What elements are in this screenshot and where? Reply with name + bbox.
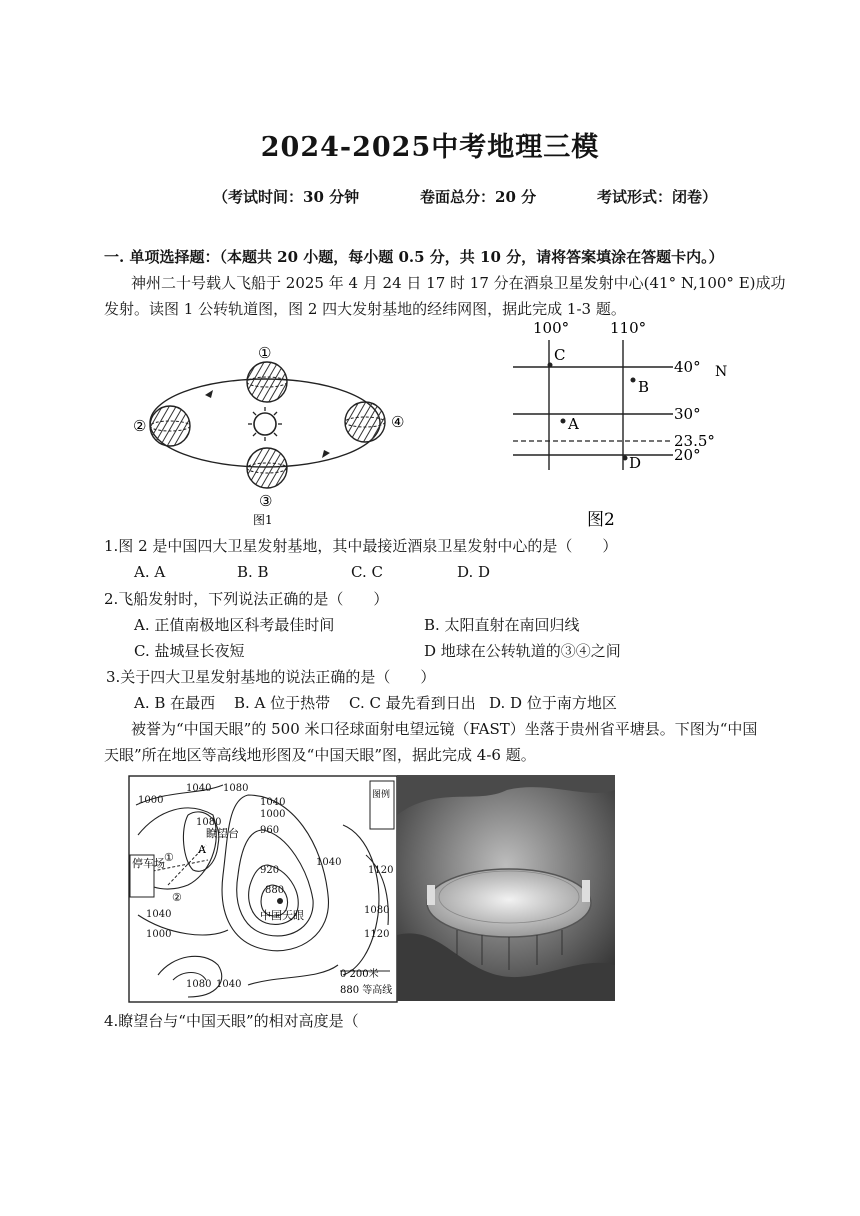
orbit-label-2: ②	[133, 417, 147, 435]
q3-option-a: A. B 在最西	[134, 694, 216, 712]
question-2-stem: 2.飞船发射时，下列说法正确的是（ ）	[104, 590, 389, 608]
svg-text:1040: 1040	[260, 797, 286, 808]
figure-2-caption: 图2	[587, 510, 615, 530]
svg-text:1040: 1040	[186, 783, 212, 794]
section-heading: 一. 单项选择题：（本题共 20 小题，每小题 0.5 分，共 10 分，请将答案填涂在答题卡内。）	[104, 248, 724, 266]
figure-2-latlong-grid	[505, 315, 765, 533]
intro-line-1: 神州二十号载人飞船于 2025 年 4 月 24 日 17 时 17 分在酒泉卫星发射中心(41° N,100° E)成功	[131, 274, 786, 292]
svg-text:1120: 1120	[364, 929, 390, 940]
latitude-30: 30°	[674, 405, 701, 423]
observation-deck-label: 瞭望台	[206, 827, 239, 840]
orbit-label-1: ①	[258, 344, 272, 362]
svg-text:1080: 1080	[364, 905, 390, 916]
fast-label: 中国天眼	[260, 909, 304, 922]
svg-text:1000: 1000	[138, 795, 164, 806]
svg-text:1000: 1000	[260, 809, 286, 820]
exam-form: 考试形式：闭卷）	[597, 188, 718, 206]
earth-position-4-icon	[345, 402, 385, 442]
latitude-23-5: 23.5°	[674, 432, 715, 450]
point-d: D	[629, 454, 642, 472]
earth-position-3-icon	[247, 448, 287, 488]
svg-text:1000: 1000	[146, 929, 172, 940]
exam-score: 卷面总分：20 分	[420, 188, 537, 206]
svg-text:1040: 1040	[146, 909, 172, 920]
longitude-110: 110°	[610, 319, 647, 337]
latitude-40: 40°	[674, 358, 701, 376]
point-a-label: A	[198, 843, 206, 856]
fast-marker-icon	[277, 898, 283, 904]
svg-text:960: 960	[260, 825, 280, 836]
earth-position-1-icon	[247, 362, 287, 402]
route-1-label: ①	[164, 851, 174, 864]
page-title: 2024-2025中考地理三模	[260, 132, 600, 163]
intro-line-2: 发射。读图 1 公转轨道图，图 2 四大发射基地的经纬网图，据此完成 1-3 题。	[104, 300, 626, 318]
longitude-100: 100°	[533, 319, 570, 337]
svg-text:1080: 1080	[186, 979, 212, 990]
parking-label: 停车场	[132, 857, 165, 870]
svg-text:880: 880	[265, 885, 285, 896]
q3-option-d: D. D 位于南方地区	[489, 694, 617, 712]
q2-option-d: D 地球在公转轨道的③④之间	[424, 642, 621, 660]
q3-option-c: C. C 最先看到日出	[349, 694, 476, 712]
point-a: A	[568, 415, 579, 433]
point-c: C	[554, 346, 566, 364]
question-1-stem: 1.图 2 是中国四大卫星发射基地，其中最接近酒泉卫星发射中心的是（ ）	[104, 537, 618, 555]
question-3-stem: 3.关于四大卫星发射基地的说法正确的是（ ）	[106, 668, 436, 686]
legend-label: 图例	[372, 790, 391, 800]
figure-1-orbit-diagram	[125, 338, 425, 528]
svg-text:1080: 1080	[223, 783, 249, 794]
q2-option-a: A. 正值南极地区科考最佳时间	[134, 616, 335, 634]
q1-option-c: C. C	[351, 563, 383, 581]
q1-option-b: B. B	[237, 563, 269, 581]
question-4-stem: 4.瞭望台与“中国天眼”的相对高度是（	[104, 1012, 389, 1030]
hemisphere-n: N	[715, 364, 728, 380]
contour-map	[128, 775, 398, 1003]
route-2-label: ②	[172, 891, 182, 904]
svg-text:1040: 1040	[216, 979, 242, 990]
scale-label: 0 200米	[340, 969, 379, 980]
q2-option-b: B. 太阳直射在南回归线	[424, 616, 580, 634]
fast-telescope-photo	[397, 775, 615, 1001]
passage-2-line-1: 被誉为“中国天眼”的 500 米口径球面射电望远镜（FAST）坐落于贵州省平塘县。下图为“中国	[131, 720, 758, 738]
orbit-label-3: ③	[259, 492, 273, 510]
earth-position-2-icon	[150, 406, 190, 446]
sun-icon	[248, 407, 282, 441]
passage-2-line-2: 天眼”所在地区等高线地形图及“中国天眼”图，据此完成 4-6 题。	[104, 746, 536, 764]
orbit-label-4: ④	[391, 413, 405, 431]
svg-text:1120: 1120	[368, 865, 394, 876]
q2-option-c: C. 盐城昼长夜短	[134, 642, 245, 660]
svg-text:920: 920	[260, 865, 280, 876]
svg-text:1080: 1080	[196, 817, 222, 828]
q3-option-b: B. A 位于热带	[234, 694, 331, 712]
svg-text:1040: 1040	[316, 857, 342, 868]
latitude-20: 20°	[674, 446, 701, 464]
point-b: B	[638, 378, 650, 396]
q1-option-a: A. A	[134, 563, 166, 581]
exam-time: （考试时间：30 分钟	[213, 188, 360, 206]
contour-legend-label: 880 等高线	[340, 985, 393, 996]
q1-option-d: D. D	[457, 563, 491, 581]
figure-1-caption: 图1	[253, 513, 273, 527]
